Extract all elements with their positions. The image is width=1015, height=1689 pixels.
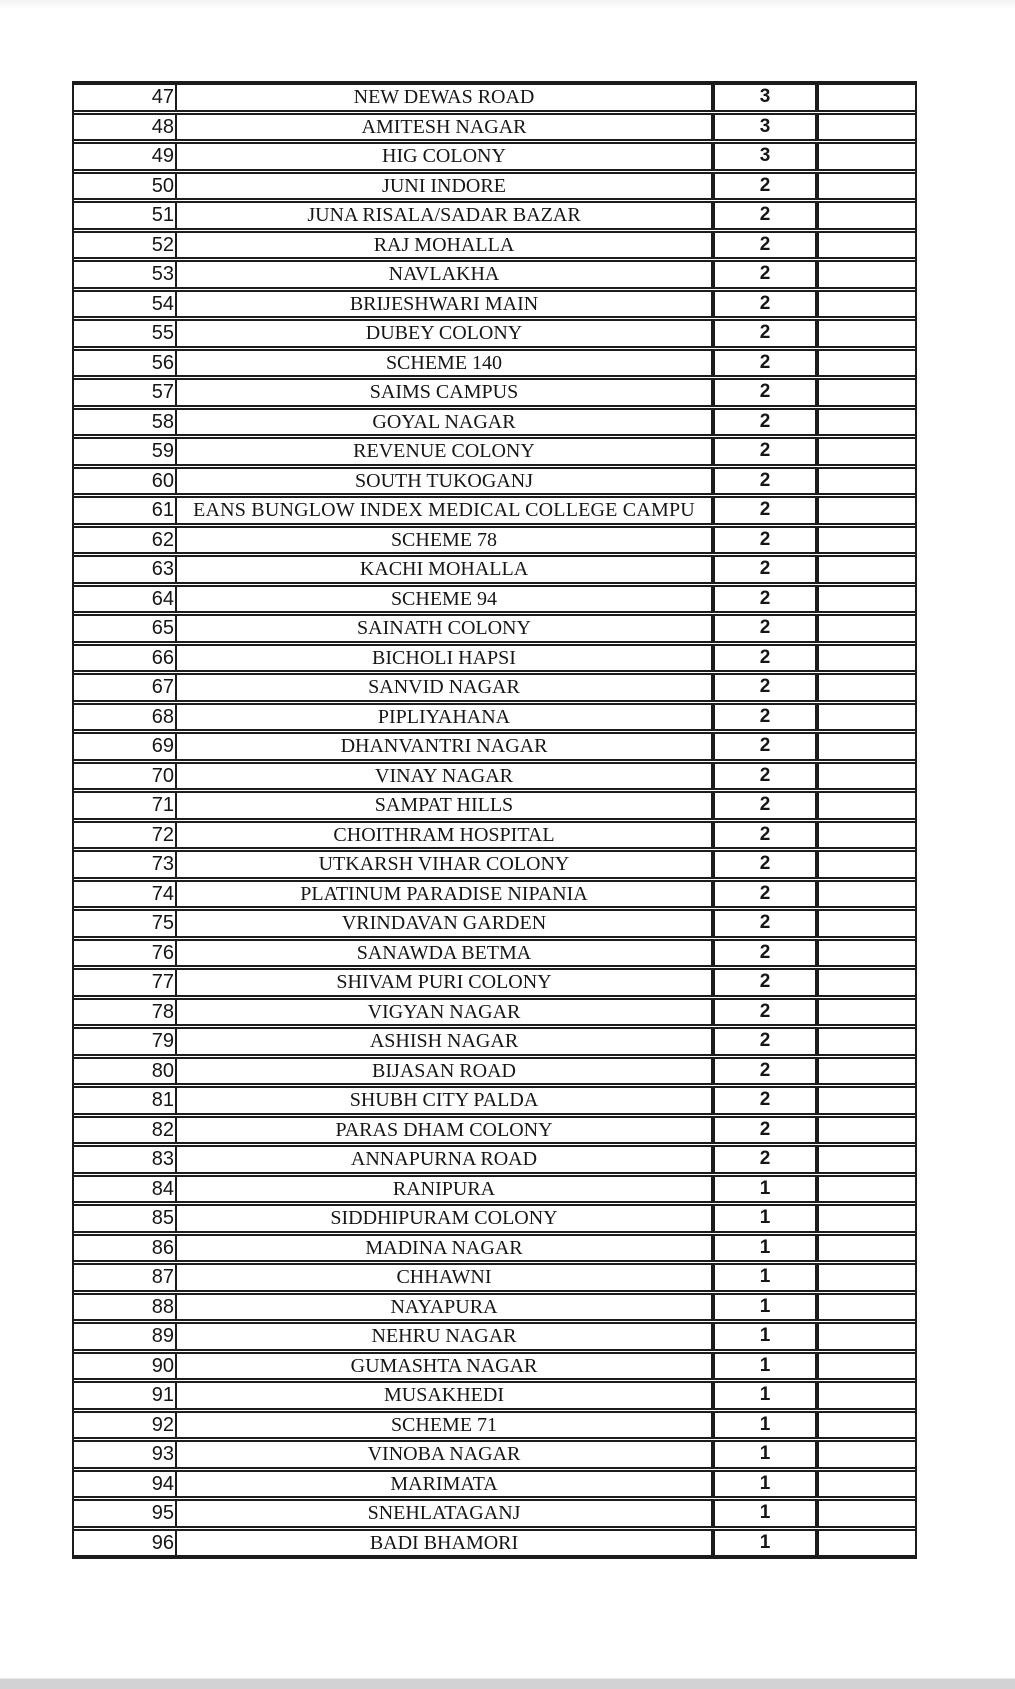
table-row <box>74 1381 915 1410</box>
serial-cell: 87 <box>74 1265 177 1290</box>
table-row <box>74 1086 915 1115</box>
count-cell: 2 <box>713 1147 817 1172</box>
table-row <box>74 585 915 614</box>
locality-cell: EANS BUNGLOW INDEX MEDICAL COLLEGE CAMPU <box>177 498 713 523</box>
count-cell: 2 <box>713 380 817 405</box>
table-row <box>74 201 915 230</box>
blank-cell <box>817 705 915 730</box>
serial-cell: 90 <box>74 1354 177 1379</box>
serial-cell: 96 <box>74 1531 177 1556</box>
table-row <box>74 1499 915 1528</box>
table-row <box>74 1352 915 1381</box>
table-row <box>74 1116 915 1145</box>
locality-cell: VRINDAVAN GARDEN <box>177 911 713 936</box>
blank-cell <box>817 793 915 818</box>
blank-cell <box>817 970 915 995</box>
locality-cell: NAYAPURA <box>177 1295 713 1320</box>
serial-cell: 60 <box>74 469 177 494</box>
table-row <box>74 319 915 348</box>
serial-cell: 78 <box>74 1000 177 1025</box>
table-row <box>74 1440 915 1469</box>
locality-cell: PLATINUM PARADISE NIPANIA <box>177 882 713 907</box>
count-cell: 2 <box>713 1088 817 1113</box>
serial-cell: 75 <box>74 911 177 936</box>
count-cell: 1 <box>713 1383 817 1408</box>
count-cell: 2 <box>713 616 817 641</box>
serial-cell: 55 <box>74 321 177 346</box>
table-row <box>74 1145 915 1174</box>
locality-cell: NEW DEWAS ROAD <box>177 85 713 110</box>
table-row <box>74 1204 915 1233</box>
blank-cell <box>817 469 915 494</box>
locality-cell: SCHEME 140 <box>177 351 713 376</box>
locality-cell: NEHRU NAGAR <box>177 1324 713 1349</box>
count-cell: 2 <box>713 233 817 258</box>
count-cell: 1 <box>713 1295 817 1320</box>
count-cell: 2 <box>713 911 817 936</box>
blank-cell <box>817 1472 915 1497</box>
blank-cell <box>817 233 915 258</box>
count-cell: 2 <box>713 1118 817 1143</box>
blank-cell <box>817 1000 915 1025</box>
blank-cell <box>817 1383 915 1408</box>
table-row <box>74 791 915 820</box>
table-row <box>74 762 915 791</box>
count-cell: 2 <box>713 587 817 612</box>
serial-cell: 69 <box>74 734 177 759</box>
blank-cell <box>817 498 915 523</box>
serial-cell: 49 <box>74 144 177 169</box>
count-cell: 1 <box>713 1413 817 1438</box>
locality-cell: AMITESH NAGAR <box>177 115 713 140</box>
serial-cell: 67 <box>74 675 177 700</box>
count-cell: 2 <box>713 557 817 582</box>
table-row <box>74 231 915 260</box>
table-row <box>74 496 915 525</box>
locality-cell: DHANVANTRI NAGAR <box>177 734 713 759</box>
locality-cell: CHHAWNI <box>177 1265 713 1290</box>
serial-cell: 84 <box>74 1177 177 1202</box>
table-row <box>74 821 915 850</box>
blank-cell <box>817 115 915 140</box>
blank-cell <box>817 380 915 405</box>
count-cell: 1 <box>713 1177 817 1202</box>
count-cell: 2 <box>713 528 817 553</box>
blank-cell <box>817 823 915 848</box>
count-cell: 2 <box>713 675 817 700</box>
locality-cell: SANAWDA BETMA <box>177 941 713 966</box>
serial-cell: 77 <box>74 970 177 995</box>
locality-cell: SAMPAT HILLS <box>177 793 713 818</box>
locality-cell: ANNAPURNA ROAD <box>177 1147 713 1172</box>
locality-cell: SAIMS CAMPUS <box>177 380 713 405</box>
locality-cell: JUNI INDORE <box>177 174 713 199</box>
serial-cell: 52 <box>74 233 177 258</box>
serial-cell: 51 <box>74 203 177 228</box>
count-cell: 3 <box>713 115 817 140</box>
table-row <box>74 1293 915 1322</box>
locality-cell: BIJASAN ROAD <box>177 1059 713 1084</box>
locality-cell: KACHI MOHALLA <box>177 557 713 582</box>
locality-cell: SNEHLATAGANJ <box>177 1501 713 1526</box>
serial-cell: 68 <box>74 705 177 730</box>
locality-cell: GUMASHTA NAGAR <box>177 1354 713 1379</box>
blank-cell <box>817 410 915 435</box>
locality-cell: VINAY NAGAR <box>177 764 713 789</box>
locality-cell: GOYAL NAGAR <box>177 410 713 435</box>
locality-cell: SOUTH TUKOGANJ <box>177 469 713 494</box>
locality-cell: DUBEY COLONY <box>177 321 713 346</box>
locality-cell: SHIVAM PURI COLONY <box>177 970 713 995</box>
blank-cell <box>817 85 915 110</box>
table-row <box>74 555 915 584</box>
serial-cell: 56 <box>74 351 177 376</box>
blank-cell <box>817 646 915 671</box>
locality-cell: MUSAKHEDI <box>177 1383 713 1408</box>
count-cell: 2 <box>713 174 817 199</box>
count-cell: 2 <box>713 734 817 759</box>
blank-cell <box>817 1324 915 1349</box>
page-top-edge-shade <box>0 0 1015 9</box>
blank-cell <box>817 528 915 553</box>
blank-cell <box>817 1413 915 1438</box>
count-cell: 2 <box>713 262 817 287</box>
locality-cell: CHOITHRAM HOSPITAL <box>177 823 713 848</box>
locality-cell: JUNA RISALA/SADAR BAZAR <box>177 203 713 228</box>
serial-cell: 88 <box>74 1295 177 1320</box>
count-cell: 2 <box>713 321 817 346</box>
count-cell: 2 <box>713 469 817 494</box>
blank-cell <box>817 262 915 287</box>
count-cell: 2 <box>713 705 817 730</box>
locality-cell: RAJ MOHALLA <box>177 233 713 258</box>
table-row <box>74 1234 915 1263</box>
blank-cell <box>817 882 915 907</box>
serial-cell: 58 <box>74 410 177 435</box>
locality-cell: NAVLAKHA <box>177 262 713 287</box>
blank-cell <box>817 1118 915 1143</box>
blank-cell <box>817 1177 915 1202</box>
table-row <box>74 1175 915 1204</box>
localities-table <box>72 81 917 1559</box>
count-cell: 1 <box>713 1354 817 1379</box>
count-cell: 3 <box>713 85 817 110</box>
locality-cell: BRIJESHWARI MAIN <box>177 292 713 317</box>
table-row <box>74 113 915 142</box>
table-row <box>74 732 915 761</box>
table-row <box>74 1263 915 1292</box>
count-cell: 2 <box>713 793 817 818</box>
serial-cell: 74 <box>74 882 177 907</box>
serial-cell: 80 <box>74 1059 177 1084</box>
table-row <box>74 1411 915 1440</box>
table-row <box>74 1529 915 1558</box>
locality-cell: UTKARSH VIHAR COLONY <box>177 852 713 877</box>
serial-cell: 53 <box>74 262 177 287</box>
blank-cell <box>817 1029 915 1054</box>
count-cell: 1 <box>713 1442 817 1467</box>
blank-cell <box>817 1265 915 1290</box>
count-cell: 1 <box>713 1501 817 1526</box>
locality-cell: SAINATH COLONY <box>177 616 713 641</box>
count-cell: 2 <box>713 852 817 877</box>
blank-cell <box>817 941 915 966</box>
serial-cell: 76 <box>74 941 177 966</box>
serial-cell: 82 <box>74 1118 177 1143</box>
table-row <box>74 939 915 968</box>
table-row <box>74 408 915 437</box>
blank-cell <box>817 439 915 464</box>
locality-cell: RANIPURA <box>177 1177 713 1202</box>
serial-cell: 81 <box>74 1088 177 1113</box>
serial-cell: 59 <box>74 439 177 464</box>
count-cell: 3 <box>713 144 817 169</box>
serial-cell: 93 <box>74 1442 177 1467</box>
locality-cell: SIDDHIPURAM COLONY <box>177 1206 713 1231</box>
locality-cell: SCHEME 78 <box>177 528 713 553</box>
count-cell: 2 <box>713 439 817 464</box>
count-cell: 2 <box>713 764 817 789</box>
blank-cell <box>817 557 915 582</box>
blank-cell <box>817 351 915 376</box>
count-cell: 2 <box>713 1000 817 1025</box>
count-cell: 1 <box>713 1206 817 1231</box>
table-row <box>74 1057 915 1086</box>
blank-cell <box>817 734 915 759</box>
count-cell: 1 <box>713 1472 817 1497</box>
blank-cell <box>817 1531 915 1556</box>
serial-cell: 91 <box>74 1383 177 1408</box>
locality-cell: VINOBA NAGAR <box>177 1442 713 1467</box>
table-row <box>74 290 915 319</box>
table-row <box>74 83 915 112</box>
count-cell: 2 <box>713 351 817 376</box>
serial-cell: 50 <box>74 174 177 199</box>
count-cell: 2 <box>713 970 817 995</box>
serial-cell: 94 <box>74 1472 177 1497</box>
table-row <box>74 614 915 643</box>
count-cell: 1 <box>713 1324 817 1349</box>
count-cell: 1 <box>713 1531 817 1556</box>
serial-cell: 83 <box>74 1147 177 1172</box>
serial-cell: 89 <box>74 1324 177 1349</box>
locality-cell: PIPLIYAHANA <box>177 705 713 730</box>
serial-cell: 48 <box>74 115 177 140</box>
blank-cell <box>817 1236 915 1261</box>
serial-cell: 62 <box>74 528 177 553</box>
locality-cell: PARAS DHAM COLONY <box>177 1118 713 1143</box>
count-cell: 2 <box>713 1059 817 1084</box>
locality-cell: SHUBH CITY PALDA <box>177 1088 713 1113</box>
count-cell: 2 <box>713 823 817 848</box>
table-row <box>74 998 915 1027</box>
table-row <box>74 172 915 201</box>
table-row <box>74 1470 915 1499</box>
serial-cell: 95 <box>74 1501 177 1526</box>
blank-cell <box>817 911 915 936</box>
serial-cell: 73 <box>74 852 177 877</box>
count-cell: 2 <box>713 941 817 966</box>
blank-cell <box>817 174 915 199</box>
locality-cell: MARIMATA <box>177 1472 713 1497</box>
serial-cell: 65 <box>74 616 177 641</box>
locality-cell: MADINA NAGAR <box>177 1236 713 1261</box>
count-cell: 2 <box>713 646 817 671</box>
serial-cell: 72 <box>74 823 177 848</box>
table-row <box>74 850 915 879</box>
blank-cell <box>817 144 915 169</box>
locality-cell: BICHOLI HAPSI <box>177 646 713 671</box>
table-row <box>74 703 915 732</box>
locality-cell: HIG COLONY <box>177 144 713 169</box>
serial-cell: 92 <box>74 1413 177 1438</box>
blank-cell <box>817 675 915 700</box>
serial-cell: 70 <box>74 764 177 789</box>
serial-cell: 64 <box>74 587 177 612</box>
serial-cell: 61 <box>74 498 177 523</box>
table-row <box>74 909 915 938</box>
serial-cell: 63 <box>74 557 177 582</box>
table-row <box>74 673 915 702</box>
blank-cell <box>817 1147 915 1172</box>
table-row <box>74 880 915 909</box>
count-cell: 2 <box>713 498 817 523</box>
serial-cell: 66 <box>74 646 177 671</box>
serial-cell: 47 <box>74 85 177 110</box>
blank-cell <box>817 321 915 346</box>
count-cell: 1 <box>713 1265 817 1290</box>
table-row <box>74 968 915 997</box>
count-cell: 2 <box>713 1029 817 1054</box>
blank-cell <box>817 587 915 612</box>
blank-cell <box>817 1354 915 1379</box>
blank-cell <box>817 1088 915 1113</box>
blank-cell <box>817 616 915 641</box>
serial-cell: 54 <box>74 292 177 317</box>
blank-cell <box>817 764 915 789</box>
locality-cell: SCHEME 94 <box>177 587 713 612</box>
locality-cell: VIGYAN NAGAR <box>177 1000 713 1025</box>
locality-cell: ASHISH NAGAR <box>177 1029 713 1054</box>
table-row <box>74 378 915 407</box>
blank-cell <box>817 1442 915 1467</box>
blank-cell <box>817 1501 915 1526</box>
count-cell: 1 <box>713 1236 817 1261</box>
table-row <box>74 644 915 673</box>
count-cell: 2 <box>713 292 817 317</box>
serial-cell: 79 <box>74 1029 177 1054</box>
table-row <box>74 349 915 378</box>
count-cell: 2 <box>713 410 817 435</box>
blank-cell <box>817 203 915 228</box>
table-row <box>74 142 915 171</box>
locality-cell: SANVID NAGAR <box>177 675 713 700</box>
bottom-bar <box>0 1678 1015 1689</box>
locality-cell: BADI BHAMORI <box>177 1531 713 1556</box>
table-row <box>74 1322 915 1351</box>
blank-cell <box>817 292 915 317</box>
table-row <box>74 437 915 466</box>
serial-cell: 57 <box>74 380 177 405</box>
blank-cell <box>817 1295 915 1320</box>
table-row <box>74 260 915 289</box>
blank-cell <box>817 1206 915 1231</box>
table-row <box>74 526 915 555</box>
table-row <box>74 1027 915 1056</box>
serial-cell: 71 <box>74 793 177 818</box>
serial-cell: 85 <box>74 1206 177 1231</box>
table-row <box>74 467 915 496</box>
blank-cell <box>817 1059 915 1084</box>
count-cell: 2 <box>713 203 817 228</box>
serial-cell: 86 <box>74 1236 177 1261</box>
locality-cell: REVENUE COLONY <box>177 439 713 464</box>
locality-cell: SCHEME 71 <box>177 1413 713 1438</box>
blank-cell <box>817 852 915 877</box>
count-cell: 2 <box>713 882 817 907</box>
